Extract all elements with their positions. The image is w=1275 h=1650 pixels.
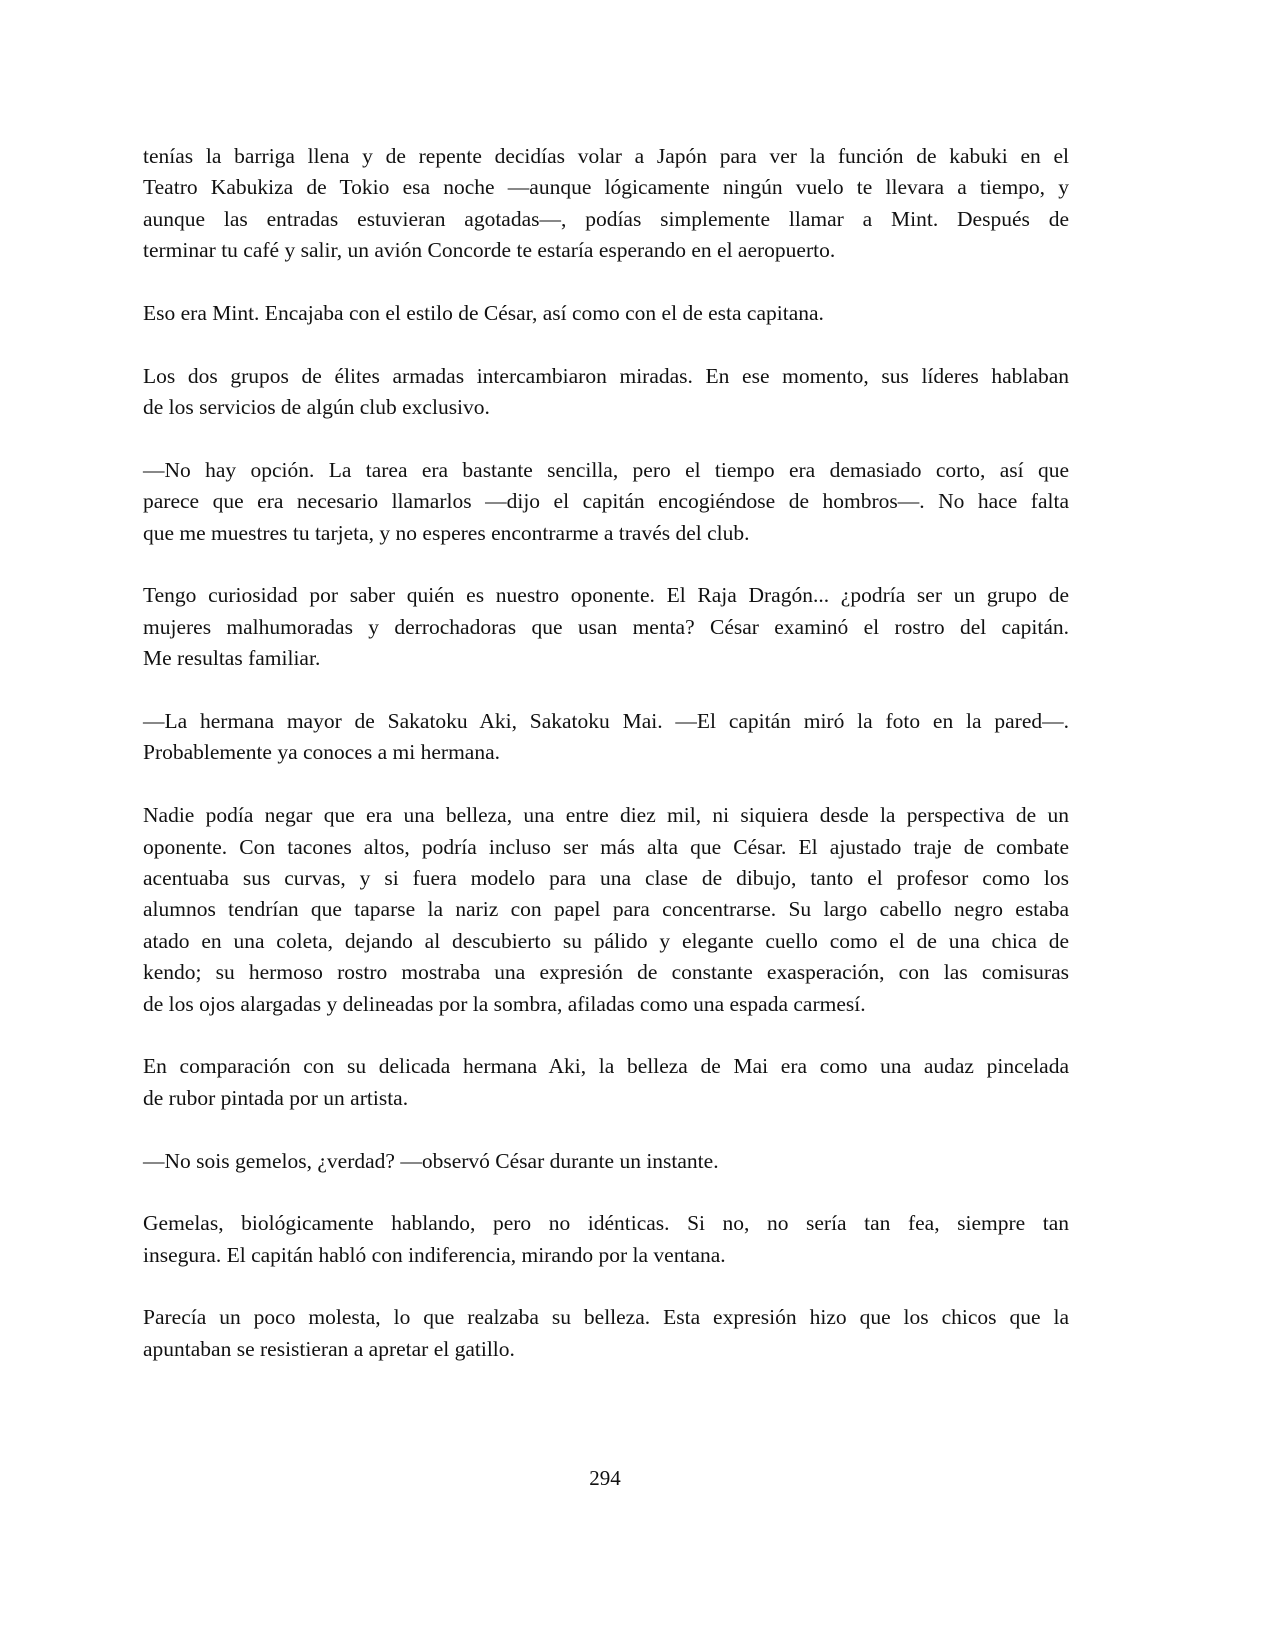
text-line: Gemelas, biológicamente hablando, pero no idénticas. Si no, no sería tan fea, siempre tan: [143, 1211, 1069, 1236]
text-line: kendo; su hermoso rostro mostraba una expresión de constante exasperación, con las comisuras: [143, 960, 1069, 985]
text-line: de los ojos alargadas y delineadas por la sombra, afiladas como una espada carmesí.: [143, 991, 866, 1016]
text-line: aunque las entradas estuvieran agotadas—, podías simplemente llamar a Mint. Después de: [143, 206, 1069, 231]
text-line: Los dos grupos de élites armadas intercambiaron miradas. En ese momento, sus líderes hablaban: [143, 363, 1069, 388]
page-number: 294: [589, 1466, 621, 1490]
paragraph: [143, 706, 1069, 769]
paragraph: [143, 298, 1069, 329]
text-line: Probablemente ya conoces a mi hermana.: [143, 740, 500, 765]
text-line: tenías la barriga llena y de repente decidías volar a Japón para ver la función de kabuki en el: [143, 144, 1069, 168]
paragraph: [143, 141, 1069, 267]
text-line: acentuaba sus curvas, y si fuera modelo para una clase de dibujo, tanto el profesor como los: [143, 865, 1069, 890]
text-line: —No hay opción. La tarea era bastante sencilla, pero el tiempo era demasiado corto, así que: [143, 457, 1069, 482]
text-line: parece que era necesario llamarlos —dijo el capitán encogiéndose de hombros—. No hace falta: [143, 489, 1069, 514]
text-line: de rubor pintada por un artista.: [143, 1085, 409, 1110]
text-line: —La hermana mayor de Sakatoku Aki, Sakatoku Mai. —El capitán miró la foto en la pared—.: [143, 709, 1069, 734]
text-line: atado en una coleta, dejando al descubierto su pálido y elegante cuello como el de una chica de: [143, 928, 1069, 953]
text-line: Tengo curiosidad por saber quién es nuestro oponente. El Raja Dragón... ¿podría ser un grupo de: [143, 583, 1069, 608]
page-body: [143, 141, 1069, 1397]
text-line: Eso era Mint. Encajaba con el estilo de César, así como con el de esta capitana.: [143, 300, 824, 325]
paragraph: [143, 1208, 1069, 1271]
paragraph: [143, 361, 1069, 424]
text-line: Me resultas familiar.: [143, 646, 321, 671]
text-line: insegura. El capitán habló con indiferencia, mirando por la ventana.: [143, 1242, 726, 1267]
text-line: Parecía un poco molesta, lo que realzaba su belleza. Esta expresión hizo que los chicos que la: [143, 1305, 1069, 1330]
text-line: alumnos tendrían que taparse la nariz con papel para concentrarse. Su largo cabello negro estaba: [143, 897, 1069, 922]
text-line: Nadie podía negar que era una belleza, una entre diez mil, ni siquiera desde la perspectiva de un: [143, 803, 1069, 828]
text-line: mujeres malhumoradas y derrochadoras que usan menta? César examinó el rostro del capitán.: [143, 614, 1069, 639]
paragraph: [143, 580, 1069, 674]
text-line: Teatro Kabukiza de Tokio esa noche —aunque lógicamente ningún vuelo te llevara a tiempo, y: [143, 175, 1069, 200]
paragraph: [143, 1302, 1069, 1365]
text-line: oponente. Con tacones altos, podría incluso ser más alta que César. El ajustado traje de combate: [143, 834, 1069, 859]
paragraph: [143, 1146, 1069, 1177]
text-line: apuntaban se resistieran a apretar el gatillo.: [143, 1336, 515, 1361]
paragraph: [143, 1051, 1069, 1114]
text-line: que me muestres tu tarjeta, y no esperes encontrarme a través del club.: [143, 520, 750, 545]
text-line: de los servicios de algún club exclusivo.: [143, 395, 490, 420]
text-line: En comparación con su delicada hermana Aki, la belleza de Mai era como una audaz pincelada: [143, 1054, 1069, 1079]
text-line: —No sois gemelos, ¿verdad? —observó César durante un instante.: [143, 1148, 719, 1173]
paragraph: [143, 800, 1069, 1020]
paragraph: [143, 455, 1069, 549]
text-line: terminar tu café y salir, un avión Concorde te estaría esperando en el aeropuerto.: [143, 238, 836, 263]
